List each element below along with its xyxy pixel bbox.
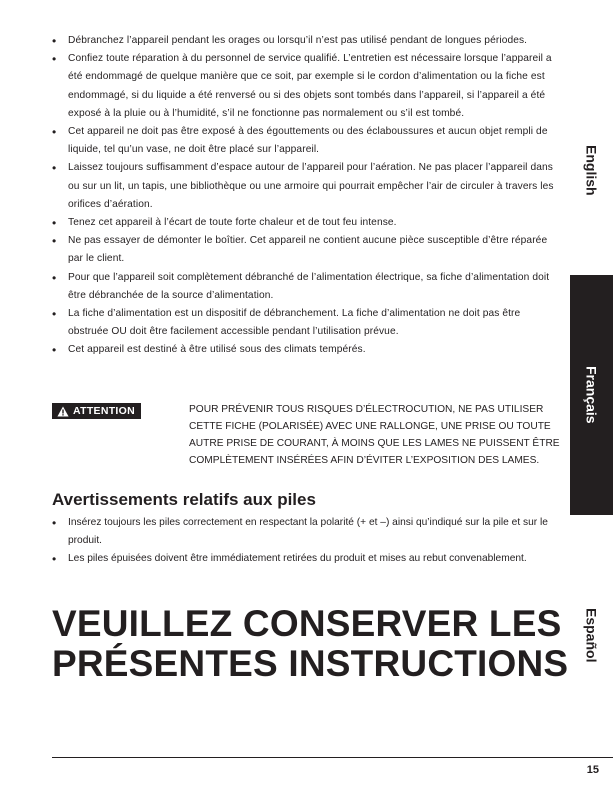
list-item: • Cet appareil est destiné à être utilisé sous des climats tempérés. bbox=[52, 341, 562, 359]
list-item: • Insérez toujours les piles correctement en respectant la polarité (+ et –) ainsi qu’indiqué sur la pile et sur le produit. bbox=[52, 514, 562, 550]
list-item: • Les piles épuisées doivent être immédiatement retirées du produit et mises au rebut convenablement. bbox=[52, 550, 562, 568]
warning-triangle-icon bbox=[57, 406, 69, 417]
title-line-2: PRÉSENTES INSTRUCTIONS bbox=[52, 643, 569, 684]
footer-divider bbox=[52, 757, 613, 758]
title-line-1: VEUILLEZ CONSERVER LES bbox=[52, 603, 562, 644]
list-item: • Confiez toute réparation à du personnel de service qualifié. L’entretien est nécessaire lorsque l’appareil a été endommagé de quelque manière que ce soit, par exemple si le cordon d’alimentation ou la fiche est endommagé, si du liquide a été renversé ou si des objets sont tombés dans l’appareil, si l’appareil a été exposé à la pluie ou à l’humidité, s’il ne fonctionne pas normalement ou s’il est tombé. bbox=[52, 50, 562, 123]
battery-warnings-heading: Avertissements relatifs aux piles bbox=[52, 490, 316, 509]
attention-badge-label: ATTENTION bbox=[73, 405, 135, 417]
tab-english-label: English bbox=[583, 144, 600, 196]
language-tabs bbox=[570, 0, 613, 793]
list-item: • Cet appareil ne doit pas être exposé à des égouttements ou des éclaboussures et aucun objet rempli de liquide, tel qu’un vase, ne doit être placé sur l’appareil. bbox=[52, 123, 562, 159]
attention-text: POUR PRÉVENIR TOUS RISQUES D’ÉLECTROCUTION, NE PAS UTILISER CETTE FICHE (POLARISÉE) AVEC UNE RALLONGE, UNE PRISE OU TOUTE AUTRE PRISE DE COURANT, À MOINS QUE LES LAMES NE PUISSENT ÊTRE COMPLÈTEMENT INSÉRÉES AFIN D’ÉVITER L’EXPOSITION DES LAMES. bbox=[189, 404, 560, 466]
list-item: • Tenez cet appareil à l’écart de toute forte chaleur et de tout feu intense. bbox=[52, 214, 562, 232]
tab-espanol-label: Español bbox=[583, 607, 600, 663]
list-item: • Pour que l’appareil soit complètement débranché de l’alimentation électrique, sa fiche d’alimentation doit être débranchée de la source d’alimentation. bbox=[52, 269, 562, 305]
tab-english[interactable] bbox=[570, 120, 613, 220]
battery-bullet-list bbox=[52, 514, 562, 569]
attention-badge bbox=[52, 403, 141, 419]
page-number: 15 bbox=[586, 764, 599, 776]
list-item: • Laissez toujours suffisamment d’espace autour de l’appareil pour l’aération. Ne pas placer l’appareil dans ou sur un lit, un tapis, une bibliothèque ou une armoire qui pourrait empêcher l’air de circuler à travers les orifices d’aération. bbox=[52, 159, 562, 214]
tab-francais[interactable] bbox=[570, 275, 613, 515]
save-instructions-title bbox=[52, 604, 572, 684]
list-item: • Ne pas essayer de démonter le boîtier. Cet appareil ne contient aucune pièce susceptible d’être réparée par le client. bbox=[52, 232, 562, 268]
list-item: • La fiche d’alimentation est un dispositif de débranchement. La fiche d’alimentation ne doit pas être obstruée OU doit être facilement accessible pendant l’utilisation prévue. bbox=[52, 305, 562, 341]
safety-bullet-list bbox=[52, 32, 562, 360]
list-item: • Débranchez l’appareil pendant les orages ou lorsqu’il n’est pas utilisé pendant de longues périodes. bbox=[52, 32, 562, 50]
tab-espanol[interactable] bbox=[570, 590, 613, 680]
tab-francais-label: Français bbox=[583, 366, 600, 424]
